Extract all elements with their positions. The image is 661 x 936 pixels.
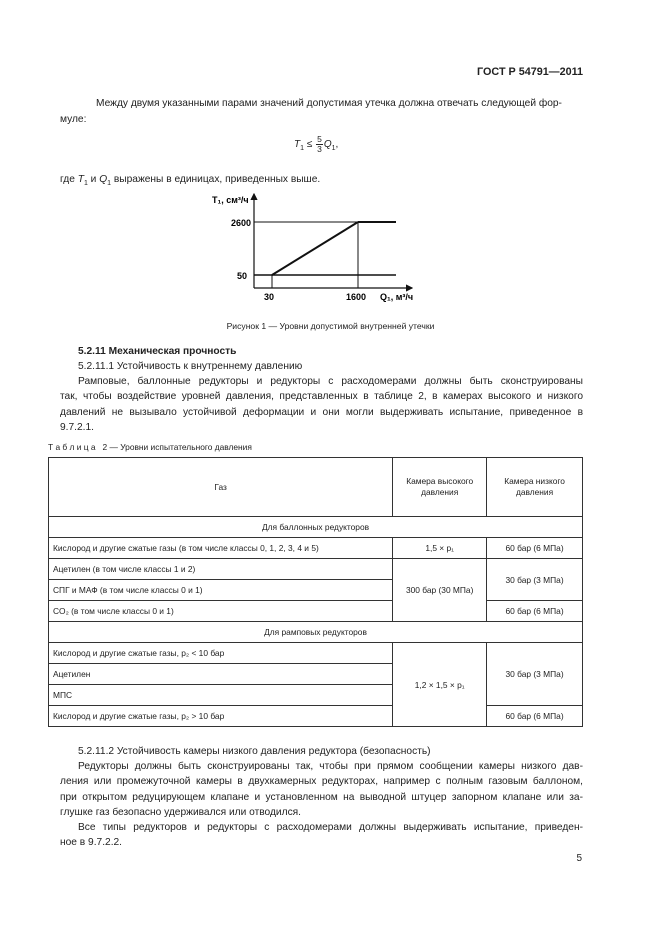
formula-tail: , [335,139,339,151]
group-row: Для рамповых редукторов [49,622,583,643]
group-row: Для баллонных редукторов [49,517,583,538]
table-title: Т а б л и ц а 2 — Уровни испытательного давления [48,442,252,452]
merged-high-cell: 300 бар (30 МПа) [393,559,487,622]
section-heading: 5.2.11 Механическая прочность [78,346,237,357]
formula-op: ≤ [306,139,313,151]
y-tick-50: 50 [237,271,248,281]
leak-chart [200,188,440,310]
y-axis-label: T₁, см³/ч [212,195,249,205]
merged-low-cell-2: 30 бар (3 МПа) [487,643,583,706]
x-tick-30: 30 [264,292,275,302]
col-high-pressure: Камера высокого давления [393,458,487,517]
standard-number: ГОСТ Р 54791—2011 [477,66,583,78]
subsection-5-2-11-2: 5.2.11.2 Устойчивость камеры низкого давления редуктора (безопасность) [78,746,431,757]
col-gas: Газ [49,458,393,517]
paragraph-1: Рамповые, баллонные редукторы и редукторы с расходомерами должны быть сконструированы так, чтобы воздействие уровней давления, представленных в таблице 2, в камерах высокого и низкого давлений не вызывало устойчивой деформации и они могли выдерживать испытание, приведенное в 9.7.2.1. [60,376,583,434]
subsection-5-2-11-1: 5.2.11.1 Устойчивость к внутреннему давлению [78,361,303,372]
table-row: Кислород и другие сжатые газы, p₂ < 10 бар 1,2 × 1,5 × p₁ 30 бар (3 МПа) [49,643,583,664]
table-row: Кислород и другие сжатые газы (в том числе классы 0, 1, 2, 3, 4 и 5) 1,5 × p₁ 60 бар (6 МПа) [49,538,583,559]
merged-low-cell: 30 бар (3 МПа) [487,559,583,601]
formula [294,135,338,154]
figure-caption: Рисунок 1 — Уровни допустимой внутренней утечки [226,321,435,331]
formula-rhs: Q [323,139,332,151]
formula-lhs: T [294,139,301,151]
paragraph-2: Редукторы должны быть сконструированы так, чтобы при прямом сообщении камеры низкого дав- ления или промежуточной камеры в двухкамерных редукторах, например с полным газовым баллоном, при открытом редуцирующем клапане и установленном на выводной штуцер запорном клапане или за- глушке газ безопасно удерживался или отводился. [60,761,583,819]
table-row: СПГ и МАФ (в том числе классы 0 и 1) [49,580,583,601]
table-row: CO₂ (в том числе классы 0 и 1) 60 бар (6 МПа) [49,601,583,622]
table-row: Кислород и другие сжатые газы, p₂ > 10 бар 60 бар (6 МПа) [49,706,583,727]
table-row: Ацетилен (в том числе классы 1 и 2) 300 бар (30 МПа) 30 бар (3 МПа) [49,559,583,580]
table-row: Ацетилен [49,664,583,685]
where-clause: где $T_1$ и $Q_1$ выражены в единицах, приведенных выше. [60,174,321,188]
intro-line-2: муле: [60,114,87,125]
series-line-0-0 [272,222,358,275]
formula-fraction: $\frac{5}{3}$ [317,134,322,154]
x-tick-1600: 1600 [346,292,367,302]
x-axis-label: Q₁, м³/ч [380,292,414,302]
table-header-row [49,458,583,517]
merged-high-cell-2: 1,2 × 1,5 × p₁ [393,643,487,727]
formula-lhs-sub: 1 [300,145,305,153]
formula-rhs-sub: 1 [331,145,336,153]
y-tick-2600: 2600 [231,218,252,228]
table-row: МПС [49,685,583,706]
intro-line-1: Между двумя указанными парами значений допустимая утечка должна отвечать следующей фор- [96,98,562,109]
pressure-table [48,457,583,727]
paragraph-3: Все типы редукторов и редукторы с расходомерами должны выдерживать испытание, приведен- ное в 9.7.2.2. [60,822,583,849]
col-low-pressure: Камера низкого давления [487,458,583,517]
page-number: 5 [576,853,582,864]
